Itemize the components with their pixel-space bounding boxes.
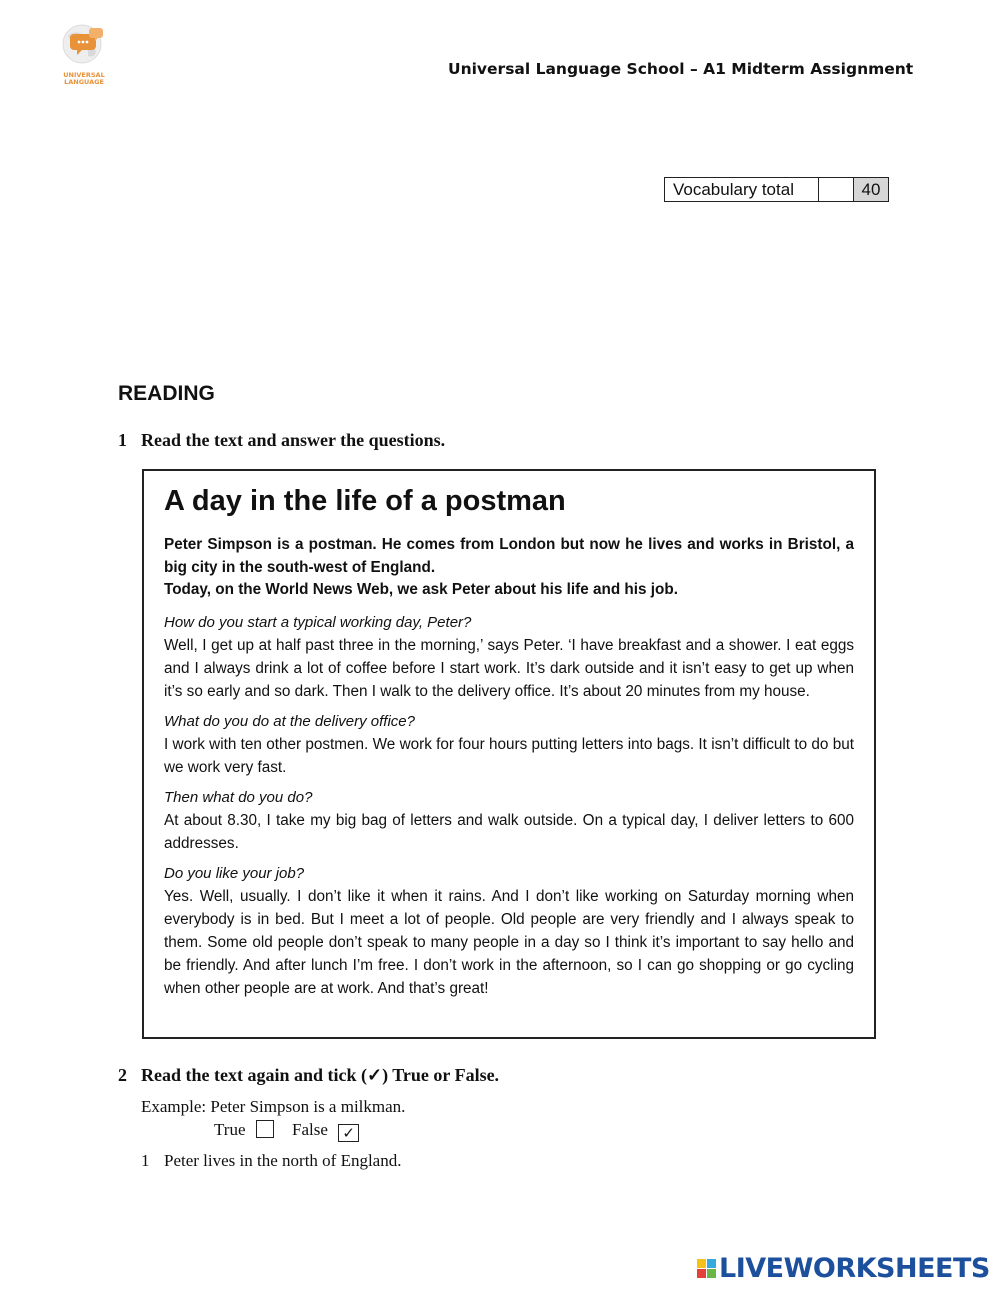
vocabulary-total-table (664, 177, 889, 202)
liveworksheets-wordmark: LIVEWORKSHEETS (719, 1253, 990, 1284)
example-sentence: Example: Peter Simpson is a milkman. (141, 1097, 406, 1116)
section-heading-reading: READING (118, 382, 215, 405)
interview-answer: Well, I get up at half past three in the morning,’ says Peter. ‘I have breakfast and a shower. I eat eggs and I always drink a lot of coffee before I start work. It’s dark outside and it isn’t easy to get up when it’s so early and so dark. Then I walk to the delivery office. It’s about 20 minutes from my house. (164, 636, 854, 700)
task1-instruction (118, 430, 445, 451)
liveworksheets-mark-icon (697, 1259, 716, 1278)
interview-question: Do you like your job? (164, 864, 305, 882)
article-intro-2: Today, on the World News Web, we ask Peter about his life and his job. (164, 581, 678, 598)
statement-item (141, 1151, 401, 1171)
task1-number: 1 (118, 430, 127, 450)
interview-answer: I work with ten other postmen. We work for four hours putting letters into bags. It isn’t difficult to do but we work very fast. (164, 735, 854, 776)
task2-text: Read the text again and tick (✓) True or False. (141, 1065, 500, 1085)
page-header-title: Universal Language School – A1 Midterm Assignment (448, 60, 914, 78)
article-intro: Peter Simpson is a postman. He comes from London but now he lives and works in Bristol, a big city in the south-west of England. (164, 536, 854, 576)
task1-text: Read the text and answer the questions. (141, 430, 446, 450)
interview-question: How do you start a typical working day, Peter? (164, 613, 472, 631)
reading-text-box (142, 469, 876, 1039)
interview-answer: At about 8.30, I take my big bag of letters and walk outside. On a typical day, I deliver letters to 600 addresses. (164, 811, 854, 852)
statement-number: 1 (141, 1151, 150, 1170)
article-title: A day in the life of a postman (164, 485, 566, 517)
globe-chat-icon (48, 22, 120, 72)
vocabulary-score-cell[interactable] (819, 178, 854, 201)
example-answer-row (214, 1120, 359, 1142)
school-logo (48, 22, 120, 100)
interview-question: What do you do at the delivery office? (164, 712, 415, 730)
logo-text: UNIVERSAL LANGUAGE (63, 71, 105, 86)
example-true-checkbox[interactable] (256, 1120, 274, 1138)
true-label: True (214, 1120, 246, 1139)
vocabulary-max-score: 40 (854, 178, 888, 201)
interview-answer: Yes. Well, usually. I don’t like it when it rains. And I don’t like working on Saturday morning when everybody is in bed. But I meet a lot of people. Old people are very friendly and I always speak to them. Some old people don’t speak to many people in a day so I think it’s important to say hello and be friendly. And after lunch I’m free. I don’t work in the afternoon, so I can go shopping or go cycling when other people are at work. And that’s great! (164, 887, 854, 997)
liveworksheets-logo (697, 1253, 990, 1284)
example-false-checkbox[interactable]: ✓ (338, 1124, 359, 1142)
task2-number: 2 (118, 1065, 127, 1085)
vocabulary-total-label: Vocabulary total (665, 178, 819, 201)
false-label: False (292, 1120, 328, 1139)
task2-instruction (118, 1065, 499, 1086)
statement-text: Peter lives in the north of England. (164, 1151, 402, 1170)
interview-question: Then what do you do? (164, 788, 313, 806)
